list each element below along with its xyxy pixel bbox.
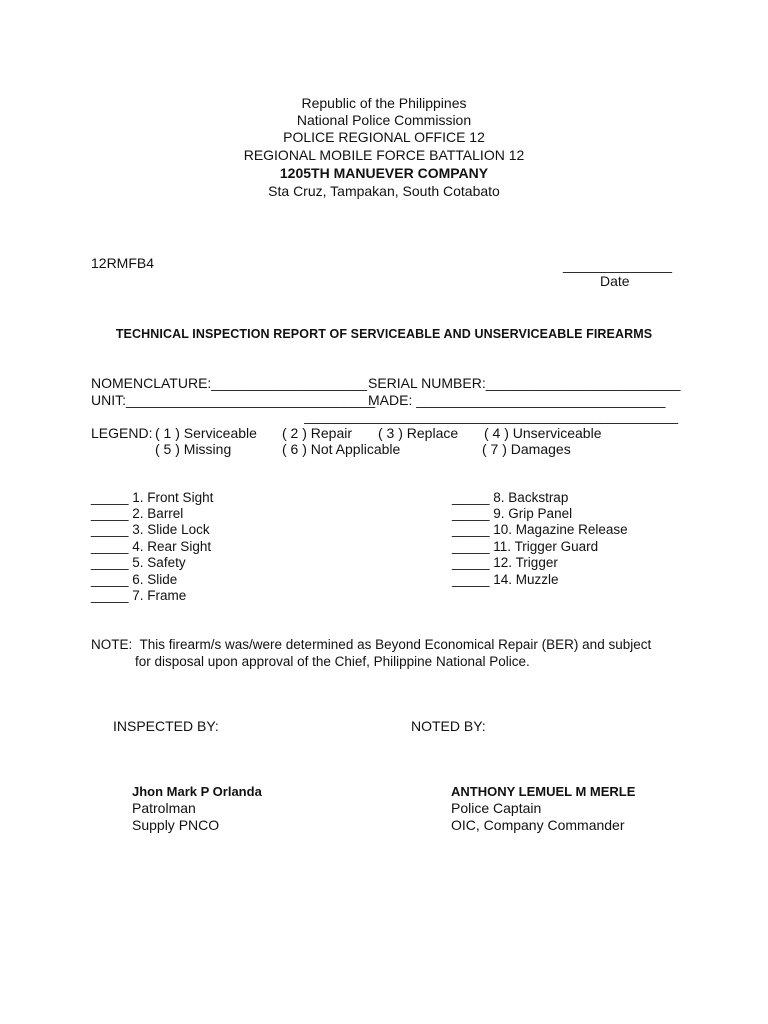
inspector-name: Jhon Mark P Orlanda — [132, 784, 262, 799]
date-blank: ______________ — [563, 257, 673, 273]
legend-not-applicable: ( 6 ) Not Applicable — [282, 441, 401, 457]
extra-field-line: ________________________________________________ — [304, 408, 678, 424]
legend-serviceable: ( 1 ) Serviceable — [155, 425, 257, 441]
checklist-item: _____ 1. Front Sight — [91, 490, 214, 505]
checklist-item: _____ 10. Magazine Release — [452, 522, 628, 537]
inspected-by-label: INSPECTED BY: — [113, 718, 219, 734]
made-field: MADE: ________________________________ — [368, 392, 666, 408]
checklist-item: _____ 5. Safety — [91, 555, 186, 570]
checklist-item: _____ 14. Muzzle — [452, 572, 559, 587]
checklist-item: _____ 4. Rear Sight — [91, 539, 212, 554]
serial-number-field: SERIAL NUMBER:_________________________ — [368, 375, 681, 391]
noter-name: ANTHONY LEMUEL M MERLE — [451, 784, 636, 799]
legend-repair: ( 2 ) Repair — [282, 425, 353, 441]
note-line-2: for disposal upon approval of the Chief, Philippine National Police. — [135, 654, 530, 669]
date-label: Date — [600, 273, 630, 289]
noter-rank: Police Captain — [451, 800, 542, 816]
unit-field: UNIT:________________________________ — [91, 392, 376, 408]
noted-by-label: NOTED BY: — [411, 718, 486, 734]
inspector-rank: Patrolman — [132, 800, 196, 816]
noter-position: OIC, Company Commander — [451, 817, 625, 833]
legend-unserviceable: ( 4 ) Unserviceable — [484, 425, 602, 441]
reference-code: 12RMFB4 — [91, 255, 155, 271]
header-address: Sta Cruz, Tampakan, South Cotabato — [268, 183, 500, 199]
header-napolcom: National Police Commission — [296, 112, 472, 128]
legend-damages: ( 7 ) Damages — [482, 441, 571, 457]
checklist-item: _____ 12. Trigger — [452, 555, 558, 570]
legend-missing: ( 5 ) Missing — [155, 441, 232, 457]
inspector-position: Supply PNCO — [132, 817, 220, 833]
checklist-item: _____ 6. Slide — [91, 572, 178, 587]
legend-label: LEGEND: — [91, 425, 153, 441]
report-title: TECHNICAL INSPECTION REPORT OF SERVICEABLE AND UNSERVICEABLE FIREARMS — [115, 327, 653, 341]
header-republic: Republic of the Philippines — [301, 95, 467, 111]
checklist-item: _____ 7. Frame — [91, 588, 187, 603]
checklist-item: _____ 3. Slide Lock — [91, 522, 210, 537]
checklist-item: _____ 9. Grip Panel — [452, 506, 573, 521]
checklist-item: _____ 11. Trigger Guard — [452, 539, 599, 554]
checklist-item: _____ 8. Backstrap — [452, 490, 569, 505]
note-line-1: NOTE: This firearm/s was/were determined as Beyond Economical Repair (BER) and subject — [91, 637, 652, 652]
header-battalion: REGIONAL MOBILE FORCE BATTALION 12 — [243, 147, 525, 163]
header-regional-office: POLICE REGIONAL OFFICE 12 — [283, 129, 485, 145]
nomenclature-field: NOMENCLATURE:____________________ — [91, 375, 368, 391]
legend-replace: ( 3 ) Replace — [378, 425, 459, 441]
checklist-item: _____ 2. Barrel — [91, 506, 184, 521]
header-company: 1205TH MANUEVER COMPANY — [279, 165, 489, 181]
